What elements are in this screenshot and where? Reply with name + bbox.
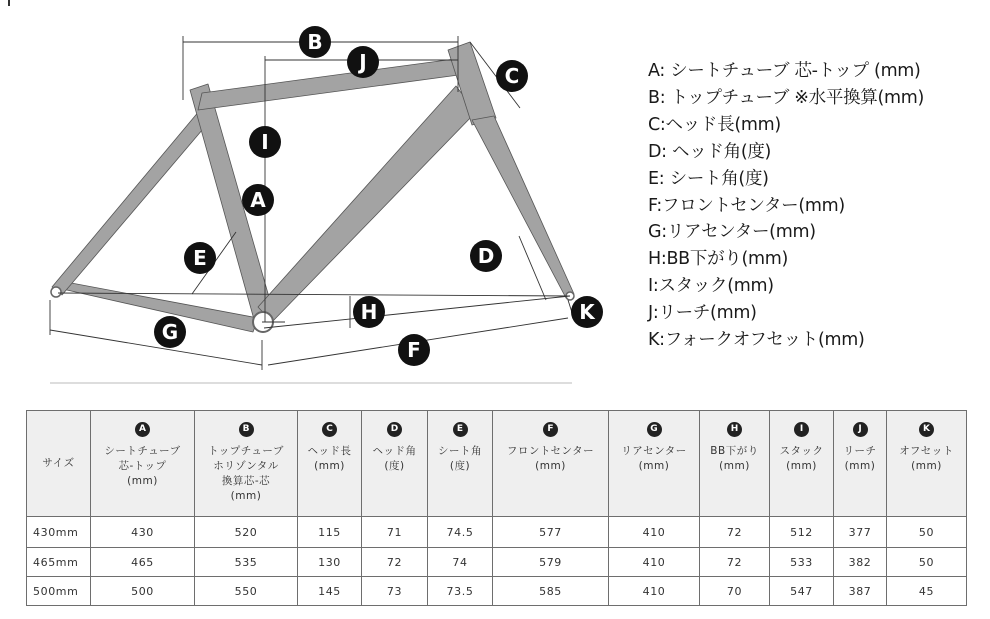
table-cell: 130 bbox=[298, 548, 362, 577]
legend-item-G: G:リアセンター(mm) bbox=[648, 222, 816, 243]
table-cell: 579 bbox=[493, 548, 609, 577]
frame-geometry-diagram bbox=[0, 0, 620, 400]
marker-G bbox=[154, 316, 186, 348]
badge-E: E bbox=[453, 422, 468, 437]
table-cell: 45 bbox=[887, 577, 967, 606]
table-cell: 50 bbox=[887, 548, 967, 577]
svg-text:D: D bbox=[477, 244, 495, 268]
svg-text:F: F bbox=[407, 338, 421, 362]
header-K: K オフセット (mm) bbox=[887, 411, 967, 517]
table-row bbox=[27, 517, 967, 548]
table-cell: 533 bbox=[770, 548, 834, 577]
legend-item-K: K:フォークオフセット(mm) bbox=[648, 330, 865, 351]
table-cell: 535 bbox=[195, 548, 298, 577]
svg-text:I: I bbox=[261, 130, 269, 154]
rear-dropout bbox=[51, 287, 61, 297]
table-row bbox=[27, 577, 967, 606]
table-cell: 115 bbox=[298, 517, 362, 548]
table-cell: 585 bbox=[493, 577, 609, 606]
badge-D: D bbox=[387, 422, 402, 437]
table-cell: 145 bbox=[298, 577, 362, 606]
table-cell: 73.5 bbox=[428, 577, 493, 606]
table-cell: 410 bbox=[609, 517, 700, 548]
svg-text:J: J bbox=[359, 50, 367, 74]
table-cell: 73 bbox=[362, 577, 428, 606]
svg-text:H: H bbox=[360, 300, 378, 324]
table-cell: 550 bbox=[195, 577, 298, 606]
header-I: I スタック (mm) bbox=[770, 411, 834, 517]
marker-J bbox=[347, 46, 379, 78]
badge-F: F bbox=[543, 422, 558, 437]
table-cell: 410 bbox=[609, 577, 700, 606]
table-cell: 50 bbox=[887, 517, 967, 548]
table-cell: 410 bbox=[609, 548, 700, 577]
table-header-row bbox=[27, 411, 967, 517]
badge-H: H bbox=[727, 422, 742, 437]
legend-item-B: B: トップチューブ ※水平換算(mm) bbox=[648, 87, 925, 108]
svg-text:A: A bbox=[250, 188, 266, 212]
svg-text:E: E bbox=[193, 246, 207, 270]
badge-G: G bbox=[647, 422, 662, 437]
marker-C bbox=[496, 60, 528, 92]
marker-E bbox=[184, 242, 216, 274]
marker-D bbox=[470, 240, 502, 272]
top-tube bbox=[198, 58, 466, 110]
table-row bbox=[27, 548, 967, 577]
marker-I bbox=[249, 126, 281, 158]
badge-A: A bbox=[135, 422, 150, 437]
svg-text:K: K bbox=[579, 300, 595, 324]
table-cell: 500 bbox=[91, 577, 195, 606]
legend-item-H: H:BB下がり(mm) bbox=[648, 249, 789, 270]
svg-text:G: G bbox=[161, 320, 179, 344]
header-B: B トップチューブ ホリゾンタル 換算芯-芯 (mm) bbox=[195, 411, 298, 517]
marker-F bbox=[398, 334, 430, 366]
table-cell: 74 bbox=[428, 548, 493, 577]
table-cell: 387 bbox=[834, 577, 887, 606]
bike-frame bbox=[52, 42, 574, 332]
legend-item-J: J:リーチ(mm) bbox=[648, 303, 757, 324]
legend-item-F: F:フロントセンター(mm) bbox=[648, 195, 845, 216]
legend-item-D: D: ヘッド角(度) bbox=[648, 141, 772, 162]
header-J: J リーチ (mm) bbox=[834, 411, 887, 517]
table-cell: 72 bbox=[362, 548, 428, 577]
table-cell: 577 bbox=[493, 517, 609, 548]
header-H: H BB下がり (mm) bbox=[700, 411, 770, 517]
badge-I: I bbox=[794, 422, 809, 437]
table-cell: 74.5 bbox=[428, 517, 493, 548]
size-cell: 430mm bbox=[27, 517, 91, 548]
badge-J: J bbox=[853, 422, 868, 437]
table-cell: 465 bbox=[91, 548, 195, 577]
table-cell: 377 bbox=[834, 517, 887, 548]
table-cell: 72 bbox=[700, 548, 770, 577]
legend-item-C: C:ヘッド長(mm) bbox=[648, 114, 781, 135]
legend-item-I: I:スタック(mm) bbox=[648, 276, 774, 297]
badge-K: K bbox=[919, 422, 934, 437]
badge-B: B bbox=[239, 422, 254, 437]
marker-B bbox=[299, 26, 331, 58]
header-F: F フロントセンター (mm) bbox=[493, 411, 609, 517]
size-cell: 465mm bbox=[27, 548, 91, 577]
svg-text:B: B bbox=[307, 30, 323, 54]
legend-item-E: E: シート角(度) bbox=[648, 168, 769, 189]
table-cell: 72 bbox=[700, 517, 770, 548]
table-cell: 70 bbox=[700, 577, 770, 606]
size-cell: 500mm bbox=[27, 577, 91, 606]
table-cell: 382 bbox=[834, 548, 887, 577]
header-E: E シート角 (度) bbox=[428, 411, 493, 517]
header-C: C ヘッド長 (mm) bbox=[298, 411, 362, 517]
table-cell: 512 bbox=[770, 517, 834, 548]
marker-H bbox=[353, 296, 385, 328]
geometry-spec-table bbox=[26, 410, 967, 606]
header-size: サイズ bbox=[27, 411, 91, 517]
geometry-legend bbox=[648, 58, 988, 354]
down-tube bbox=[258, 86, 476, 322]
table-cell: 71 bbox=[362, 517, 428, 548]
marker-K bbox=[571, 296, 603, 328]
table-cell: 520 bbox=[195, 517, 298, 548]
table-cell: 547 bbox=[770, 577, 834, 606]
svg-text:C: C bbox=[504, 64, 520, 88]
marker-A bbox=[242, 184, 274, 216]
table-cell: 430 bbox=[91, 517, 195, 548]
header-G: G リアセンター (mm) bbox=[609, 411, 700, 517]
header-D: D ヘッド角 (度) bbox=[362, 411, 428, 517]
legend-item-A: A: シートチューブ 芯-トップ (mm) bbox=[648, 61, 921, 81]
header-A: A シートチューブ 芯-トップ (mm) bbox=[91, 411, 195, 517]
badge-C: C bbox=[322, 422, 337, 437]
